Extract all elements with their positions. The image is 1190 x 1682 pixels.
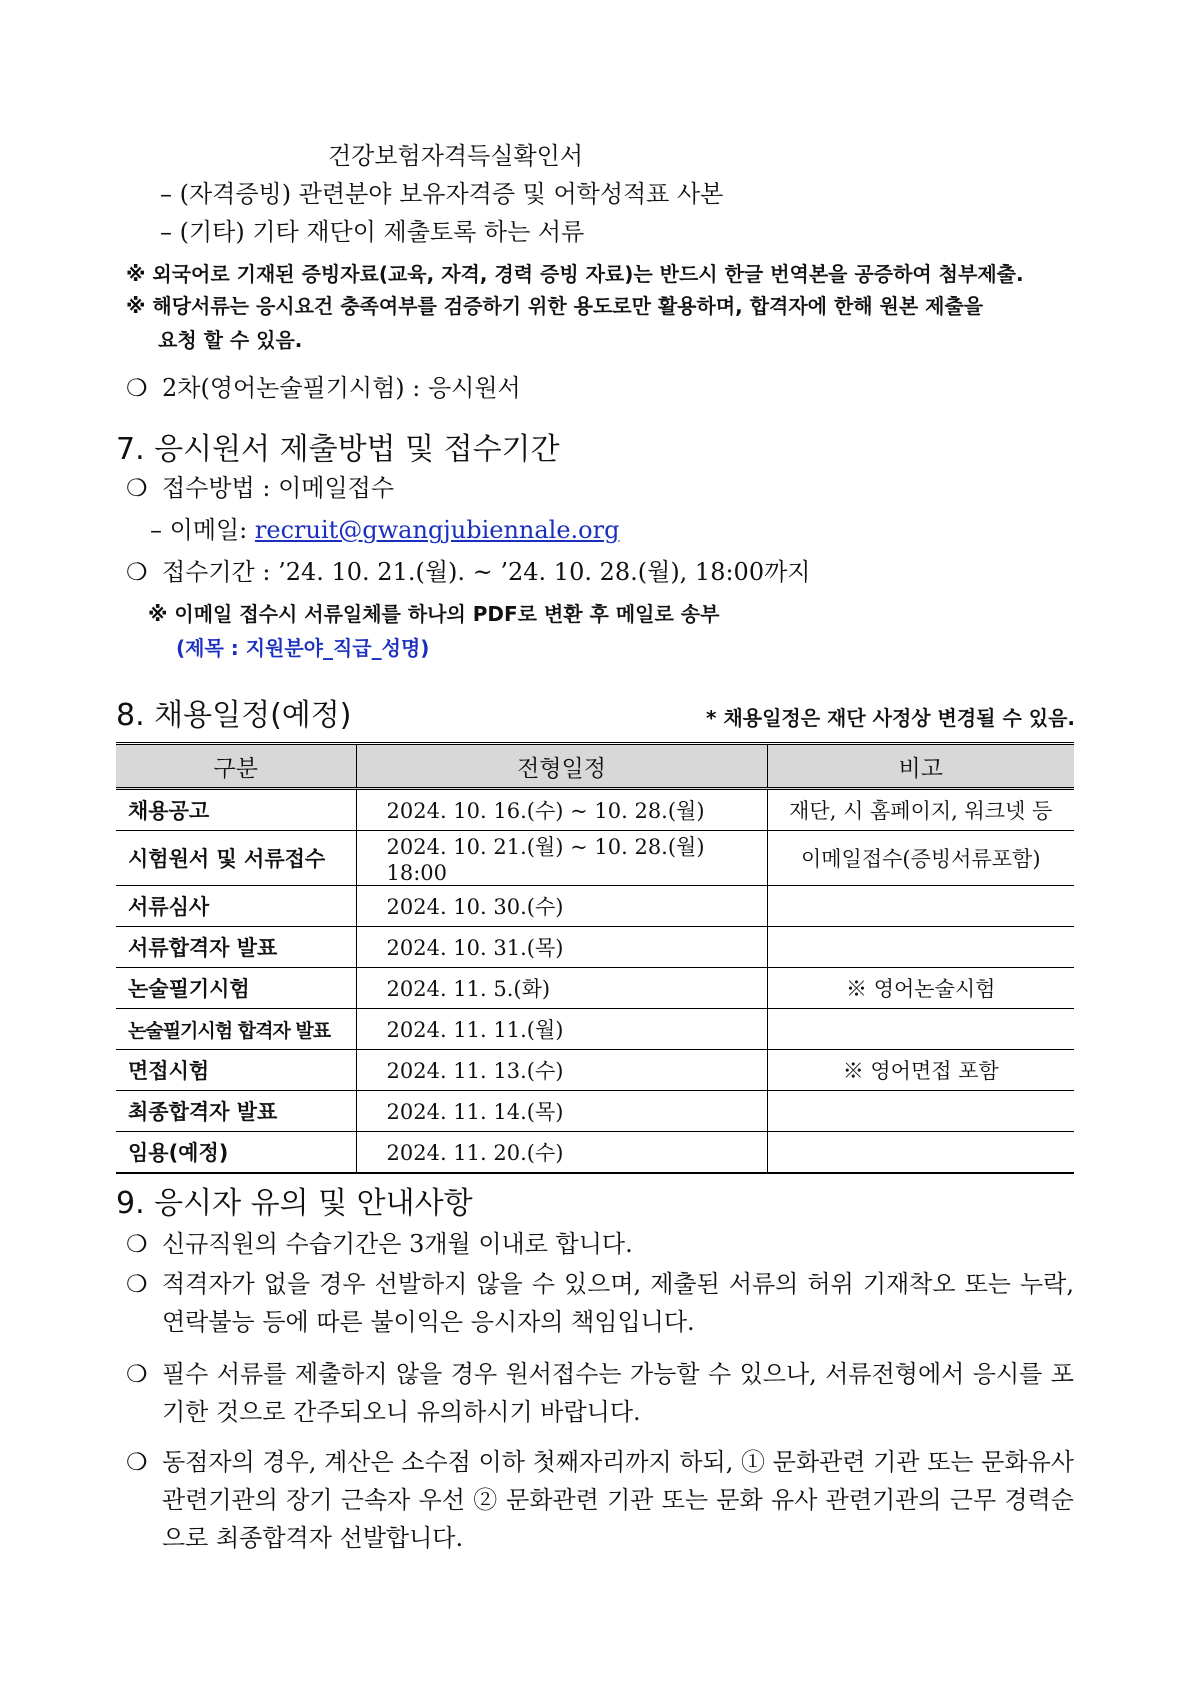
date-cell: 2024. 10. 30.(수) (356, 886, 767, 927)
column-header: 전형일정 (356, 744, 767, 789)
circle-bullet-icon: ❍ (126, 1230, 148, 1258)
remark-cell (767, 1091, 1074, 1132)
circle-bullet-icon: ❍ (126, 474, 148, 502)
column-header: 구분 (116, 744, 356, 789)
section-heading: 7. 응시원서 제출방법 및 접수기간 (116, 432, 560, 467)
circle-bullet-icon: ❍ (126, 1448, 148, 1476)
list-item-text: 필수 서류를 제출하지 않을 경우 원서접수는 가능할 수 있으나, 서류전형에서 응시를 포기한 것으로 간주되오니 유의하시기 바랍니다. (162, 1360, 1074, 1426)
circle-bullet-icon: ❍ (126, 558, 148, 586)
section-heading: 8. 채용일정(예정) (116, 698, 352, 733)
list-line: 건강보험자격득실확인서 (328, 142, 584, 170)
stage-cell: 채용공고 (116, 789, 356, 831)
note-text: 요청 할 수 있음. (158, 328, 303, 352)
list-item-text: 신규직원의 수습기간은 3개월 이내로 합니다. (162, 1230, 633, 1258)
note-text: ※ 해당서류는 응시요건 충족여부를 검증하기 위한 용도로만 활용하며, 합격자에 한해 원본 제출을 (126, 294, 984, 318)
list-item-text: 접수방법 : 이메일접수 (162, 474, 394, 502)
table-row (116, 886, 1074, 927)
date-cell: 2024. 11. 5.(화) (356, 968, 767, 1009)
email-line (150, 514, 619, 546)
remark-cell: ※ 영어면접 포함 (767, 1050, 1074, 1091)
list-item (126, 1228, 633, 1260)
remark-cell (767, 886, 1074, 927)
note-text: ※ 이메일 접수시 서류일체를 하나의 PDF로 변환 후 메일로 송부 (148, 602, 720, 626)
date-cell: 2024. 10. 21.(월) ~ 10. 28.(월) 18:00 (356, 831, 767, 886)
list-item (126, 556, 810, 588)
remark-cell: ※ 영어논술시험 (767, 968, 1074, 1009)
table-row (116, 789, 1074, 831)
table-row (116, 831, 1074, 886)
stage-cell: 논술필기시험 합격자 발표 (116, 1009, 356, 1050)
date-cell: 2024. 11. 14.(목) (356, 1091, 767, 1132)
schedule-note: * 채용일정은 재단 사정상 변경될 수 있음. (706, 706, 1075, 730)
date-cell: 2024. 11. 11.(월) (356, 1009, 767, 1050)
email-link[interactable]: recruit@gwangjubiennale.org (254, 516, 620, 544)
date-cell: 2024. 11. 13.(수) (356, 1050, 767, 1091)
date-cell: 2024. 10. 31.(목) (356, 927, 767, 968)
note-text: ※ 외국어로 기재된 증빙자료(교육, 자격, 경력 증빙 자료)는 반드시 한글 번역본을 공증하여 첨부제출. (126, 262, 1024, 286)
list-item-text: 동점자의 경우, 계산은 소수점 이하 첫째자리까지 하되, ① 문화관련 기관 또는 문화유사 관련기관의 장기 근속자 우선 ② 문화관련 기관 또는 문화 유사 관련기관의 근무 경력순으로 최종합격자 선발합니다. (162, 1448, 1074, 1552)
list-line: – (자격증빙) 관련분야 보유자격증 및 어학성적표 사본 (160, 180, 724, 208)
subject-format-note: (제목 : 지원분야_직급_성명) (176, 636, 430, 660)
date-cell: 2024. 11. 20.(수) (356, 1132, 767, 1174)
remark-cell: 이메일접수(증빙서류포함) (767, 831, 1074, 886)
remark-cell (767, 1009, 1074, 1050)
table-header-row (116, 744, 1074, 789)
stage-cell: 논술필기시험 (116, 968, 356, 1009)
stage-cell: 임용(예정) (116, 1132, 356, 1174)
list-item-text: 접수기간 : ’24. 10. 21.(월). ~ ’24. 10. 28.(월), 18:00까지 (162, 558, 811, 586)
remark-cell (767, 1132, 1074, 1174)
table-row (116, 1132, 1074, 1174)
stage-cell: 시험원서 및 서류접수 (116, 831, 356, 886)
date-cell: 2024. 10. 16.(수) ~ 10. 28.(월) (356, 789, 767, 831)
stage-cell: 서류심사 (116, 886, 356, 927)
table-row (116, 1050, 1074, 1091)
table-row (116, 1009, 1074, 1050)
schedule-table (116, 742, 1074, 1174)
circle-bullet-icon: ❍ (126, 374, 148, 402)
table-row (116, 927, 1074, 968)
circle-bullet-icon: ❍ (126, 1360, 148, 1388)
column-header: 비고 (767, 744, 1074, 789)
list-item (126, 372, 521, 404)
list-item-text: 적격자가 없을 경우 선발하지 않을 수 있으며, 제출된 서류의 허위 기재착오 또는 누락, 연락불능 등에 따른 불이익은 응시자의 책임입니다. (162, 1270, 1074, 1336)
table-row (116, 968, 1074, 1009)
remark-cell: 재단, 시 홈페이지, 워크넷 등 (767, 789, 1074, 831)
email-label: – 이메일: (150, 516, 255, 544)
circle-bullet-icon: ❍ (126, 1270, 148, 1298)
stage-cell: 서류합격자 발표 (116, 927, 356, 968)
list-item-text: 2차(영어논술필기시험) : 응시원서 (162, 374, 521, 402)
stage-cell: 면접시험 (116, 1050, 356, 1091)
table-row (116, 1091, 1074, 1132)
list-item (126, 472, 394, 504)
stage-cell: 최종합격자 발표 (116, 1091, 356, 1132)
remark-cell (767, 927, 1074, 968)
section-heading: 9. 응시자 유의 및 안내사항 (116, 1186, 473, 1221)
list-line: – (기타) 기타 재단이 제출토록 하는 서류 (160, 218, 585, 246)
